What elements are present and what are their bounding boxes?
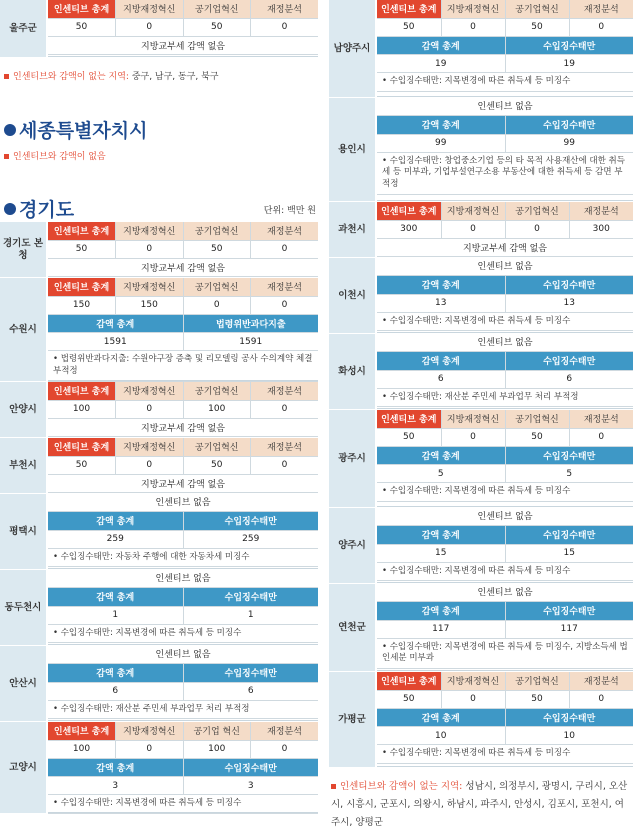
header-local-fiscal: 지방재정혁신 [116, 438, 184, 456]
header-reduction-total: 감액 총계 [377, 352, 505, 370]
header-local-fiscal: 지방재정혁신 [441, 202, 505, 220]
region-pyeongtaek [0, 494, 318, 570]
reduction-note: • 수입징수태만: 지목변경에 따른 취득세 등 미징수 [377, 563, 633, 582]
header-reduction-total: 감액 총계 [377, 37, 505, 55]
header-reduction-total: 감액 총계 [48, 664, 183, 682]
value-cell: 50 [505, 428, 569, 446]
value-cell: 50 [183, 240, 251, 258]
header-local-fiscal: 지방재정혁신 [116, 222, 184, 240]
value-cell: 50 [505, 690, 569, 708]
value-cell: 259 [183, 530, 318, 548]
header-incentive-total: 인센티브 총계 [48, 222, 116, 240]
value-cell: 6 [183, 682, 318, 700]
region-name: 양주시 [329, 508, 377, 583]
value-cell: 0 [251, 18, 319, 36]
reduction-note: • 수입징수태만: 지목변경에 따른 취득세 등 미징수 [48, 795, 318, 814]
region-name: 수원시 [0, 278, 48, 381]
value-cell: 0 [441, 690, 505, 708]
value-cell: 0 [251, 740, 319, 758]
region-name: 용인시 [329, 98, 377, 201]
header-tax-collection: 수입징수태만 [183, 759, 318, 777]
header-tax-collection: 수입징수태만 [505, 276, 633, 294]
region-suwon [0, 278, 318, 382]
no-incentive-text: 인센티브 없음 [377, 98, 633, 116]
section-title-sejong: 세종특별자치시 [4, 116, 147, 143]
region-name: 과천시 [329, 202, 377, 257]
value-cell: 50 [377, 18, 441, 36]
value-cell: 6 [48, 682, 183, 700]
value-cell: 10 [377, 727, 505, 745]
value-cell: 50 [48, 240, 116, 258]
value-cell: 0 [183, 296, 251, 314]
region-gwangju [329, 410, 633, 508]
region-yeoncheon [329, 584, 633, 672]
region-name: 화성시 [329, 334, 377, 409]
no-incentive-text: 인센티브 없음 [377, 334, 633, 352]
region-name: 안산시 [0, 646, 48, 721]
value-cell: 15 [377, 544, 505, 562]
value-cell: 0 [505, 220, 569, 238]
value-cell: 117 [505, 620, 633, 638]
reduction-note: • 수입징수태만: 지목변경에 따른 취득세 등 미징수 [377, 73, 633, 92]
region-name: 경기도 본청 [0, 222, 48, 277]
header-reduction-total: 감액 총계 [377, 116, 505, 134]
header-public-corp: 공기업혁신 [505, 0, 569, 18]
value-cell: 50 [183, 456, 251, 474]
region-name: 동두천시 [0, 570, 48, 645]
header-local-fiscal: 지방재정혁신 [116, 0, 184, 18]
value-cell: 0 [569, 428, 633, 446]
value-cell: 0 [441, 18, 505, 36]
right-column [329, 0, 633, 832]
no-reduction-text: 지방교부세 감액 없음 [377, 238, 633, 256]
region-ansan [0, 646, 318, 722]
value-cell: 5 [377, 465, 505, 483]
value-cell: 100 [183, 740, 251, 758]
value-cell: 99 [505, 134, 633, 152]
header-public-corp: 공기업혁신 [183, 278, 251, 296]
value-cell: 0 [116, 18, 184, 36]
reduction-note: • 수입징수태만: 창업중소기업 등의 타 목적 사용재산에 대한 취득세 등 미부과, 기업부설연구소용 부동산에 대한 취득세 등 감면 부적정 [377, 153, 633, 196]
region-ulju [0, 0, 318, 58]
header-public-corp: 공기업혁신 [505, 672, 569, 690]
value-cell: 0 [116, 456, 184, 474]
value-cell: 19 [505, 55, 633, 73]
no-reduction-text: 지방교부세 감액 없음 [48, 474, 318, 492]
busan-no-change-note: 인센티브와 감액이 없는 지역: 중구, 남구, 동구, 북구 [4, 71, 314, 84]
value-cell: 10 [505, 727, 633, 745]
value-cell: 1591 [48, 333, 183, 351]
value-cell: 99 [377, 134, 505, 152]
header-reduction-total: 감액 총계 [377, 276, 505, 294]
value-cell: 3 [183, 777, 318, 795]
header-incentive-total: 인센티브 총계 [48, 382, 116, 400]
value-cell: 1 [48, 606, 183, 624]
header-tax-collection: 수입징수태만 [505, 37, 633, 55]
header-incentive-total: 인센티브 총계 [48, 722, 116, 740]
header-reduction-total: 감액 총계 [48, 512, 183, 530]
section-title-gyeonggi: 경기도 [4, 195, 74, 222]
unit-label: 단위: 백만 원 [263, 206, 316, 216]
header-incentive-total: 인센티브 총계 [377, 202, 441, 220]
header-local-fiscal: 지방재정혁신 [116, 722, 184, 740]
region-namyangju [329, 0, 633, 98]
region-dongducheon [0, 570, 318, 646]
no-incentive-text: 인센티브 없음 [48, 494, 318, 512]
value-cell: 150 [116, 296, 184, 314]
header-local-fiscal: 지방재정혁신 [116, 278, 184, 296]
circle-bullet-icon [4, 203, 16, 215]
header-public-corp: 공기업혁신 [183, 382, 251, 400]
value-cell: 259 [48, 530, 183, 548]
region-gwacheon [329, 202, 633, 258]
header-local-fiscal: 지방재정혁신 [441, 410, 505, 428]
header-reduction-total: 감액 총계 [377, 602, 505, 620]
value-cell: 50 [377, 690, 441, 708]
header-fiscal-analysis: 재정분석 [251, 438, 319, 456]
region-name: 부천시 [0, 438, 48, 493]
value-cell: 0 [441, 428, 505, 446]
no-incentive-text: 인센티브 없음 [48, 646, 318, 664]
header-reduction-total: 감액 총계 [48, 315, 183, 333]
region-name: 평택시 [0, 494, 48, 569]
value-cell: 0 [569, 690, 633, 708]
region-gyeonggi-hq [0, 222, 318, 278]
circle-bullet-icon [4, 124, 16, 136]
value-cell: 0 [251, 240, 319, 258]
sejong-note: 인센티브와 감액이 없음 [4, 151, 106, 164]
region-name: 연천군 [329, 584, 377, 671]
value-cell: 5 [505, 465, 633, 483]
header-tax-collection: 수입징수태만 [505, 447, 633, 465]
region-name: 고양시 [0, 722, 48, 813]
header-reduction-total: 감액 총계 [48, 759, 183, 777]
header-public-corp: 공기업혁신 [505, 202, 569, 220]
value-cell: 0 [441, 220, 505, 238]
value-cell: 50 [183, 18, 251, 36]
gyeonggi-left-list [0, 222, 318, 814]
region-yongin [329, 98, 633, 202]
no-incentive-text: 인센티브 없음 [377, 258, 633, 276]
no-reduction-text: 지방교부세 감액 없음 [48, 36, 318, 54]
value-cell: 300 [377, 220, 441, 238]
header-tax-collection: 수입징수태만 [183, 664, 318, 682]
region-bucheon [0, 438, 318, 494]
value-cell: 100 [48, 740, 116, 758]
header-fiscal-analysis: 재정분석 [251, 722, 319, 740]
value-cell: 3 [48, 777, 183, 795]
square-bullet-icon [331, 784, 336, 789]
header-fiscal-analysis: 재정분석 [569, 0, 633, 18]
header-fiscal-analysis: 재정분석 [569, 410, 633, 428]
reduction-note: • 수입징수태만: 재산분 주민세 부과업무 처리 부적정 [377, 389, 633, 408]
square-bullet-icon [4, 74, 9, 79]
header-fiscal-analysis: 재정분석 [251, 0, 319, 18]
value-cell: 0 [251, 456, 319, 474]
value-cell: 100 [183, 400, 251, 418]
header-public-corp: 공기업 혁신 [183, 722, 251, 740]
header-incentive-total: 인센티브 총계 [377, 410, 441, 428]
value-cell: 13 [505, 294, 633, 312]
region-name: 안양시 [0, 382, 48, 437]
header-local-fiscal: 지방재정혁신 [116, 382, 184, 400]
header-reduction-total: 감액 총계 [48, 588, 183, 606]
header-public-corp: 공기업혁신 [183, 222, 251, 240]
value-cell: 150 [48, 296, 116, 314]
reduction-note: • 수입징수태만: 재산분 주민세 부과업무 처리 부적정 [48, 701, 318, 720]
header-local-fiscal: 지방재정혁신 [441, 0, 505, 18]
region-name: 광주시 [329, 410, 377, 507]
value-cell: 117 [377, 620, 505, 638]
reduction-note: • 수입징수태만: 지목변경에 따른 취득세 등 미징수 [377, 483, 633, 502]
value-cell: 50 [505, 18, 569, 36]
header-incentive-total: 인센티브 총계 [48, 0, 116, 18]
header-reduction-total: 감액 총계 [377, 709, 505, 727]
header-fiscal-analysis: 재정분석 [251, 222, 319, 240]
reduction-note: • 수입징수태만: 자동차 주행에 대한 자동차세 미징수 [48, 549, 318, 568]
header-public-corp: 공기업혁신 [505, 410, 569, 428]
reduction-note: • 수입징수태만: 지목변경에 따른 취득세 등 미징수 [377, 745, 633, 764]
region-yangju [329, 508, 633, 584]
value-cell: 1 [183, 606, 318, 624]
value-cell: 0 [116, 400, 184, 418]
region-hwaseong [329, 334, 633, 410]
header-incentive-total: 인센티브 총계 [377, 672, 441, 690]
header-reduction-total: 감액 총계 [377, 447, 505, 465]
square-bullet-icon [4, 154, 9, 159]
header-tax-collection: 수입징수태만 [505, 709, 633, 727]
no-reduction-text: 지방교부세 감액 없음 [48, 258, 318, 276]
header-illegal-expense: 법령위반과다지출 [183, 315, 318, 333]
gyeonggi-no-change-note: 인센티브와 감액이 없는 지역: 성남시, 의정부시, 광명시, 구리시, 오산시, 시흥시, 군포시, 의왕시, 하남시, 파주시, 안성시, 김포시, 포천시, 여주시, 양평군 [331, 781, 628, 829]
value-cell: 100 [48, 400, 116, 418]
value-cell: 0 [569, 18, 633, 36]
header-tax-collection: 수입징수태만 [183, 512, 318, 530]
header-incentive-total: 인센티브 총계 [48, 438, 116, 456]
value-cell: 13 [377, 294, 505, 312]
header-tax-collection: 수입징수태만 [183, 588, 318, 606]
header-tax-collection: 수입징수태만 [505, 526, 633, 544]
value-cell: 0 [251, 296, 319, 314]
region-icheon [329, 258, 633, 334]
value-cell: 50 [48, 456, 116, 474]
reduction-note: • 수입징수태만: 지목변경에 따른 취득세 등 미징수, 지방소득세 법인세분 미부과 [377, 639, 633, 670]
incentive-table [48, 0, 318, 55]
region-goyang [0, 722, 318, 814]
header-tax-collection: 수입징수태만 [505, 602, 633, 620]
value-cell: 15 [505, 544, 633, 562]
header-tax-collection: 수입징수태만 [505, 352, 633, 370]
header-reduction-total: 감액 총계 [377, 526, 505, 544]
region-name: 이천시 [329, 258, 377, 333]
reduction-note: • 수입징수태만: 지목변경에 따른 취득세 등 미징수 [377, 313, 633, 332]
region-name: 울주군 [0, 0, 48, 57]
value-cell: 0 [251, 400, 319, 418]
value-cell: 6 [505, 370, 633, 388]
left-column [0, 0, 318, 808]
value-cell: 300 [569, 220, 633, 238]
value-cell: 50 [377, 428, 441, 446]
value-cell: 6 [377, 370, 505, 388]
header-fiscal-analysis: 재정분석 [251, 382, 319, 400]
value-cell: 19 [377, 55, 505, 73]
region-name: 남양주시 [329, 0, 377, 97]
region-anyang [0, 382, 318, 438]
reduction-note: • 수입징수태만: 지목변경에 따른 취득세 등 미징수 [48, 625, 318, 644]
no-incentive-text: 인센티브 없음 [377, 508, 633, 526]
header-public-corp: 공기업혁신 [183, 438, 251, 456]
header-fiscal-analysis: 재정분석 [569, 672, 633, 690]
header-fiscal-analysis: 재정분석 [251, 278, 319, 296]
header-incentive-total: 인센티브 총계 [377, 0, 441, 18]
no-incentive-text: 인센티브 없음 [48, 570, 318, 588]
no-incentive-text: 인센티브 없음 [377, 584, 633, 602]
header-fiscal-analysis: 재정분석 [569, 202, 633, 220]
value-cell: 1591 [183, 333, 318, 351]
value-cell: 0 [116, 240, 184, 258]
header-local-fiscal: 지방재정혁신 [441, 672, 505, 690]
value-cell: 0 [116, 740, 184, 758]
reduction-note: • 법령위반과다지출: 수원야구장 증축 및 리모델링 공사 수의계약 체결 부적정 [48, 351, 318, 382]
region-name: 가평군 [329, 672, 377, 767]
region-gapyeong [329, 672, 633, 768]
no-reduction-text: 지방교부세 감액 없음 [48, 418, 318, 436]
header-public-corp: 공기업혁신 [183, 0, 251, 18]
header-tax-collection: 수입징수태만 [505, 116, 633, 134]
value-cell: 50 [48, 18, 116, 36]
header-incentive-total: 인센티브 총계 [48, 278, 116, 296]
